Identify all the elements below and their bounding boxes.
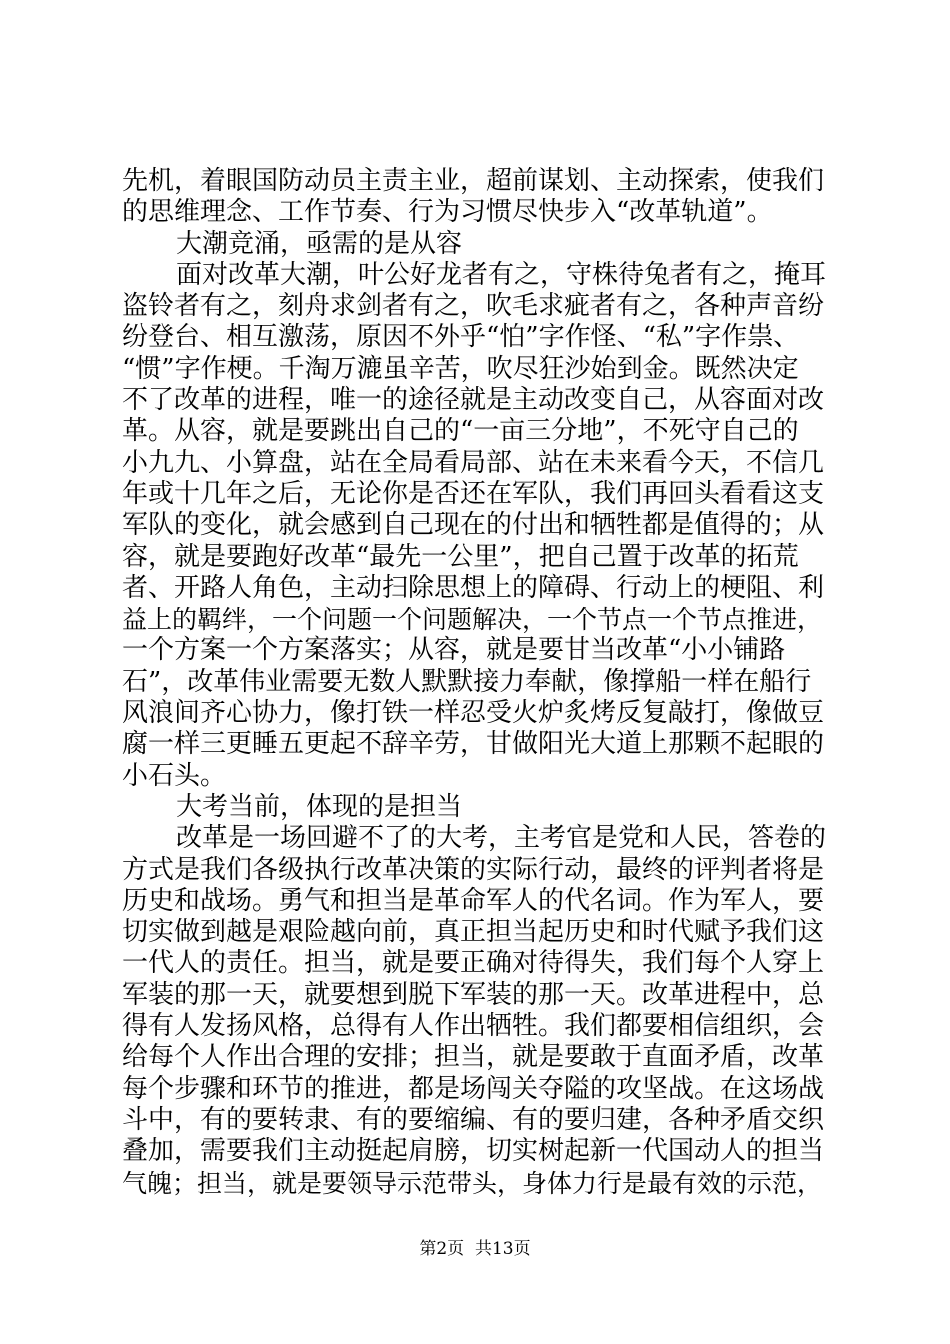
text-line: 方式是我们各级执行改革决策的实际行动，最终的评判者将是 xyxy=(122,854,825,885)
text-line: 石”，改革伟业需要无数人默默接力奉献，像撑船一样在船行 xyxy=(122,666,812,697)
text-line: 纷登台、相互激荡，原因不外乎“怕”字作怪、“私”字作祟、 xyxy=(122,322,800,353)
page-number-label: 第2页 共13页 xyxy=(419,1239,531,1259)
text-line: 者、开路人角色，主动扫除思想上的障碍、行动上的梗阻、利 xyxy=(122,572,825,603)
text-line: 不了改革的进程，唯一的途径就是主动改变自己，从容面对改 xyxy=(122,385,825,416)
text-line: 年或十几年之后，无论你是否还在军队，我们再回头看看这支 xyxy=(122,478,825,509)
text-line: 改革是一场回避不了的大考，主考官是党和人民，答卷的 xyxy=(176,823,827,854)
text-line: 小九九、小算盘，站在全局看局部、站在未来看今天，不信几 xyxy=(122,447,825,478)
text-line: 益上的羁绊，一个问题一个问题解决，一个节点一个节点推进， xyxy=(122,605,823,635)
page-footer xyxy=(0,1238,950,1260)
text-line: 盗铃者有之，刻舟求剑者有之，吹毛求疵者有之，各种声音纷 xyxy=(122,291,825,322)
text-line: 叠加，需要我们主动挺起肩膀，切实树起新一代国动人的担当 xyxy=(122,1136,825,1167)
text-line: 军队的变化，就会感到自己现在的付出和牺牲都是值得的；从 xyxy=(122,510,825,541)
text-line: 腐一样三更睡五更起不辞辛劳，甘做阳光大道上那颗不起眼的 xyxy=(122,729,825,760)
text-line: 面对改革大潮，叶公好龙者有之，守株待兔者有之，掩耳 xyxy=(176,259,827,290)
text-line: 军装的那一天，就要想到脱下军装的那一天。改革进程中，总 xyxy=(122,979,825,1010)
text-line: 革。从容，就是要跳出自己的“一亩三分地”，不死守自己的 xyxy=(122,416,799,447)
text-line: 一代人的责任。担当，就是要正确对待得失，我们每个人穿上 xyxy=(122,948,825,979)
text-line: 切实做到越是艰险越向前，真正担当起历史和时代赋予我们这 xyxy=(122,917,825,948)
text-line: 先机，着眼国防动员主责主业，超前谋划、主动探索，使我们 xyxy=(122,166,825,196)
text-line: 给每个人作出合理的安排；担当，就是要敢于直面矛盾，改革 xyxy=(122,1042,825,1073)
text-line: 每个步骤和环节的推进，都是场闯关夺隘的攻坚战。在这场战 xyxy=(122,1073,825,1104)
text-line: 的思维理念、工作节奏、行为习惯尽快步入“改革轨道”。 xyxy=(122,197,773,228)
text-line: 风浪间齐心协力，像打铁一样忍受火炉炙烤反复敲打，像做豆 xyxy=(122,698,825,729)
text-line: 大潮竞涌，亟需的是从容 xyxy=(176,228,463,259)
text-line: 小石头。 xyxy=(122,760,227,791)
text-line: 历史和战场。勇气和担当是革命军人的代名词。作为军人，要 xyxy=(122,885,825,916)
document-body xyxy=(122,166,830,1199)
text-line: 气魄；担当，就是要领导示范带头，身体力行是最有效的示范， xyxy=(122,1168,823,1198)
text-line: “惯”字作梗。千淘万漉虽辛苦，吹尽狂沙始到金。既然决定 xyxy=(122,353,799,384)
text-line: 斗中，有的要转隶、有的要缩编、有的要归建，各种矛盾交织 xyxy=(122,1104,825,1135)
text-line: 大考当前，体现的是担当 xyxy=(176,791,463,822)
text-line: 一个方案一个方案落实；从容，就是要甘当改革“小小铺路 xyxy=(122,635,786,666)
text-line: 得有人发扬风格，总得有人作出牺牲。我们都要相信组织，会 xyxy=(122,1011,825,1042)
text-line: 容，就是要跑好改革“最先一公里”，把自己置于改革的拓荒 xyxy=(122,541,799,572)
